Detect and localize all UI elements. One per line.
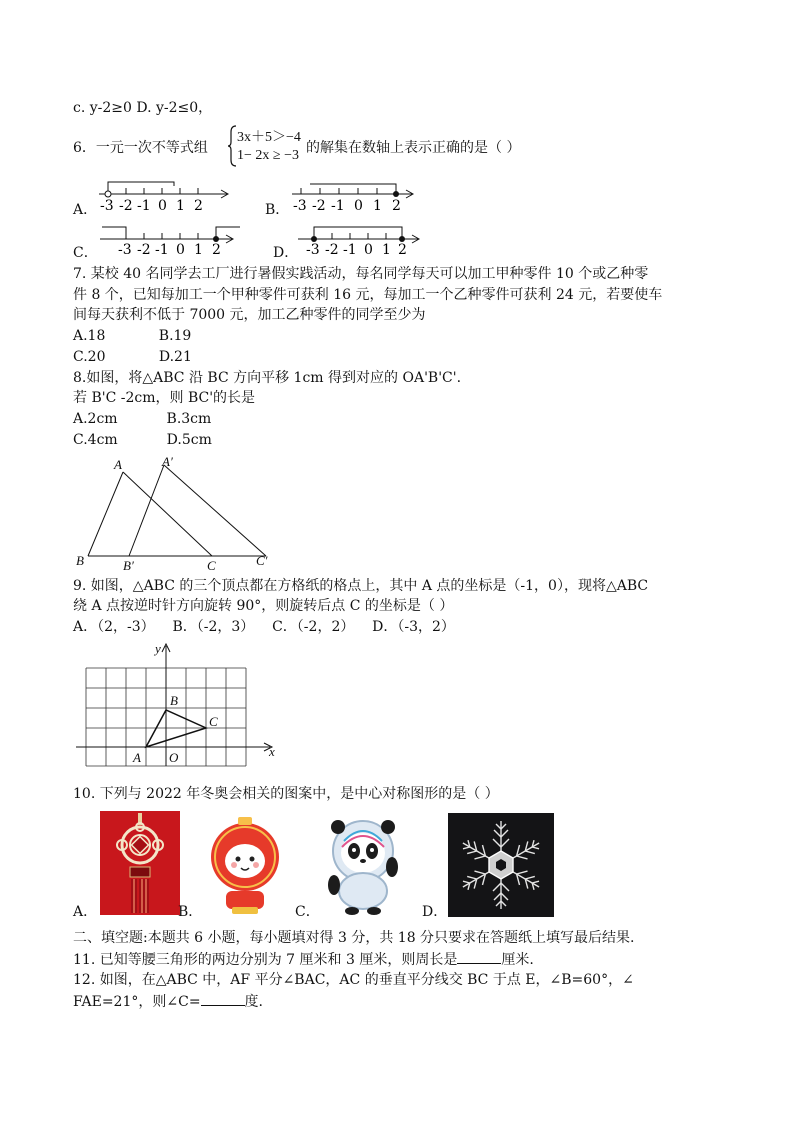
option-c-label: C．: [73, 245, 98, 261]
chinese-knot-icon: [100, 811, 180, 915]
tick-label: 2: [194, 198, 203, 214]
option-d-label: D．: [273, 245, 299, 261]
translation-figure: [70, 450, 280, 575]
q8-line-1: 8.如图，将△ABC 沿 BC 方向平移 1cm 得到对应的 OA'B'C'.: [73, 370, 462, 386]
point-label-a: A: [114, 457, 122, 472]
q10-line: 10. 下列与 2022 年冬奥会相关的图案中，是中心对称图形的是（ ）: [73, 786, 499, 802]
tick-label: 2: [398, 242, 407, 258]
q11-answer-blank[interactable]: [457, 949, 501, 964]
inequality-row-1: 3x＋5＞−4: [237, 130, 301, 145]
bing-dwen-dwen-image: [322, 811, 404, 915]
q9-line-1: 9. 如图，△ABC 的三个顶点都在方格纸的格点上，其中 A 点的坐标是（-1，0），现将△ABC: [73, 578, 649, 594]
tick-label: -1: [331, 198, 345, 214]
axis-label-y: y: [155, 641, 161, 656]
axis-label-x: x: [269, 744, 275, 759]
number-line-b: [290, 174, 420, 216]
q11-line: [73, 949, 534, 970]
q12-line-2: [73, 991, 263, 1012]
tick-label: 1: [194, 242, 203, 258]
q9-options: A．（2，-3） B．（-2，3） C．（-2，2） D．（-3，2）: [73, 619, 455, 635]
q8-options-ab: A.2cm B.3cm: [73, 411, 212, 427]
tick-label: 2: [392, 198, 401, 214]
q8-line-2: 若 B'C -2cm，则 BC'的长是: [73, 390, 256, 406]
point-label-b-prime: B′: [123, 558, 134, 573]
q10-option-c: C．: [295, 904, 320, 920]
number-line-c: [100, 223, 240, 263]
tick-label: -1: [137, 198, 151, 214]
tick-label: 0: [176, 242, 185, 258]
q11-unit: 厘米.: [501, 952, 534, 968]
q12-line-1: 12. 如图，在△ABC 中，AF 平分∠BAC，AC 的垂直平分线交 BC 于点 E，∠B=60°，∠: [73, 972, 634, 988]
snowflake-image: [448, 813, 554, 917]
point-label-a-prime: A′: [162, 454, 173, 469]
inequality-row-2: 1− 2x ≥ −3: [237, 148, 299, 163]
tick-label: 0: [364, 242, 373, 258]
point-label-c: C: [207, 558, 216, 573]
point-label-b: B: [76, 553, 84, 568]
tick-label: -3: [293, 198, 307, 214]
grid-figure: [70, 636, 285, 771]
q7-options-ab: A.18 B.19: [73, 328, 192, 344]
q12-unit: 度.: [244, 994, 263, 1010]
q6-prefix: 6．一元一次不等式组: [73, 140, 208, 156]
tick-label: 2: [212, 242, 221, 258]
tick-label: -2: [137, 242, 151, 258]
tick-label: -2: [325, 242, 339, 258]
q7-line-3: 间每天获利不低于 7000 元，加工乙种零件的同学至少为: [73, 307, 426, 323]
q10-option-d: D．: [422, 904, 448, 920]
tick-label: -3: [100, 198, 114, 214]
q7-line-2: 件 8 个，已知每加工一个甲种零件可获利 16 元，每加工一个乙种零件可获利 24 元，若要使车: [73, 287, 663, 303]
point-label-b: B: [170, 693, 178, 708]
tick-label: 1: [373, 198, 382, 214]
section-2-heading: 二、填空题:本题共 6 小题，每小题填对得 3 分，共 18 分只要求在答题纸上填写最后结果.: [73, 930, 635, 946]
tick-label: 0: [158, 198, 167, 214]
point-label-c-prime: C′: [256, 553, 268, 568]
option-b-label: B．: [265, 202, 290, 218]
option-a-label: A．: [73, 202, 98, 218]
q6-suffix: 的解集在数轴上表示正确的是（ ）: [306, 140, 521, 156]
q12-text: FAE=21°，则∠C=: [73, 994, 201, 1010]
q9-line-2: 绕 A 点按逆时针方向旋转 90°，则旋转后点 C 的坐标是（ ）: [73, 598, 454, 614]
number-line-a: [97, 174, 237, 216]
tick-label: -1: [343, 242, 357, 258]
point-label-o: O: [169, 750, 179, 765]
panda-mascot-icon: [322, 811, 404, 915]
q12-answer-blank[interactable]: [201, 991, 245, 1006]
tick-label: -1: [155, 242, 169, 258]
tick-label: -2: [312, 198, 326, 214]
number-line-d: [298, 223, 428, 263]
tick-label: 1: [382, 242, 391, 258]
tick-label: -2: [119, 198, 133, 214]
lantern-mascot-icon: [204, 811, 286, 915]
q7-options-cd: C.20 D.21: [73, 349, 192, 365]
chinese-knot-image: [100, 811, 180, 915]
tick-label: 1: [176, 198, 185, 214]
q7-line-1: 7. 某校 40 名同学去工厂进行暑假实践活动，每名同学每天可以加工甲种零件 10 个或乙种零: [73, 266, 649, 282]
q11-text: 11. 已知等腰三角形的两边分别为 7 厘米和 3 厘米，则周长是: [73, 952, 458, 968]
q10-option-b: B．: [178, 904, 203, 920]
q5-options-cd: c. y-2≥0 D. y-2≤0，: [73, 100, 213, 116]
point-label-a: A: [133, 750, 141, 765]
q10-option-a: A．: [73, 904, 98, 920]
tick-label: -3: [306, 242, 320, 258]
snowflake-icon: [448, 813, 554, 917]
shuey-rhon-rhon-image: [204, 811, 286, 915]
q8-options-cd: C.4cm D.5cm: [73, 432, 212, 448]
tick-label: -3: [118, 242, 132, 258]
tick-label: 0: [354, 198, 363, 214]
point-label-c: C: [209, 714, 218, 729]
